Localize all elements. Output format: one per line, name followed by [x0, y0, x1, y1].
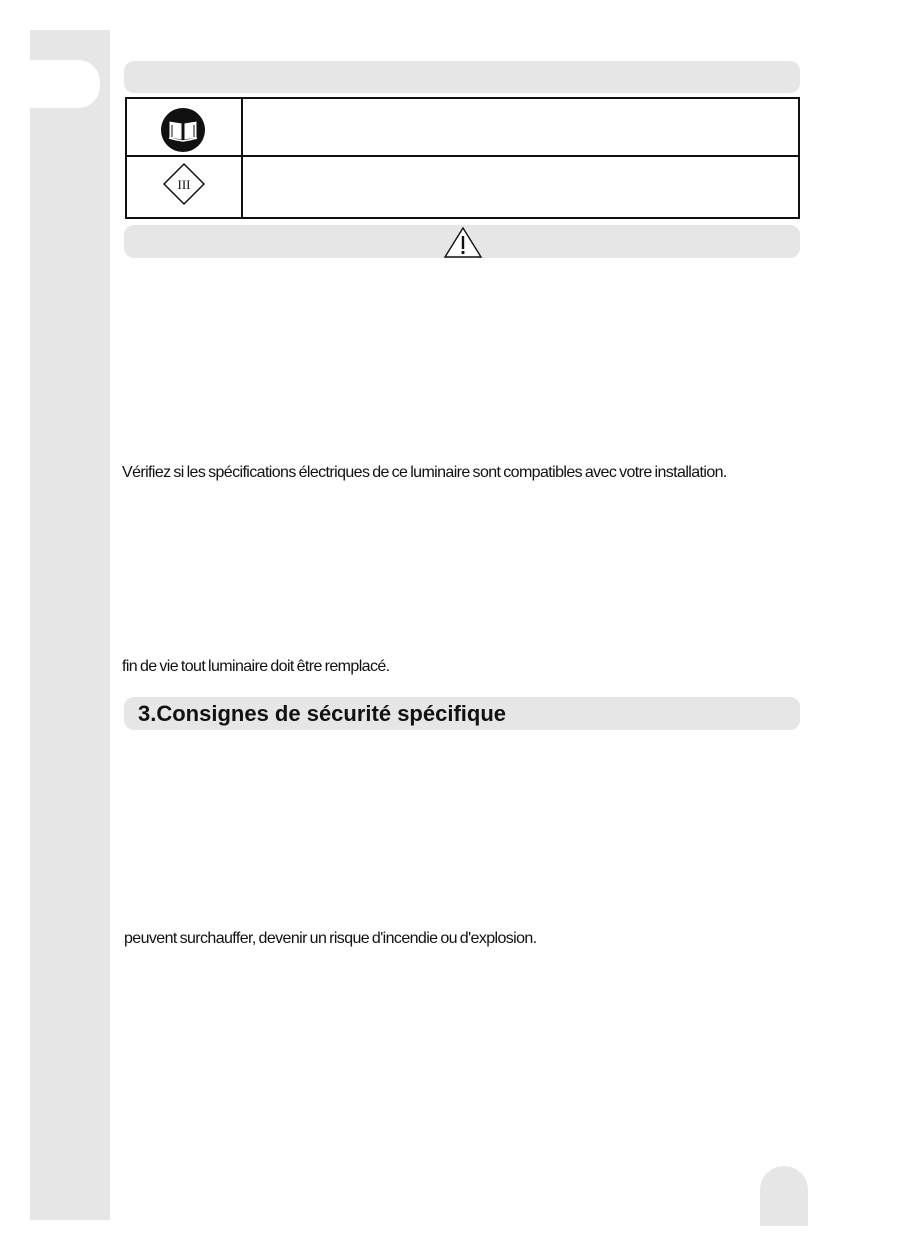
page-number-tab — [760, 1166, 808, 1226]
body-text-verifiez: Vérifiez si les spécifications électriques de ce luminaire sont compatibles avec votre installation. — [122, 464, 727, 481]
body-text-fin-de-vie: fin de vie tout luminaire doit être remplacé. — [122, 658, 390, 675]
symbols-table — [125, 97, 800, 219]
symbol-row-manual — [127, 99, 798, 157]
symbol-row-class3 — [127, 157, 798, 217]
class-iii-label: III — [177, 177, 191, 192]
warning-triangle-icon — [443, 226, 483, 258]
header-bar — [124, 61, 800, 93]
side-tab — [30, 60, 100, 108]
class-iii-diamond-icon — [162, 162, 206, 206]
side-strip — [30, 30, 110, 1220]
symbol-cell — [127, 157, 243, 217]
body-text-peuvent: peuvent surchauffer, devenir un risque d'incendie ou d'explosion. — [124, 930, 537, 947]
section-title: 3.Consignes de sécurité spécifique — [138, 701, 507, 726]
symbol-cell — [127, 99, 243, 155]
book-manual-icon — [160, 107, 206, 153]
